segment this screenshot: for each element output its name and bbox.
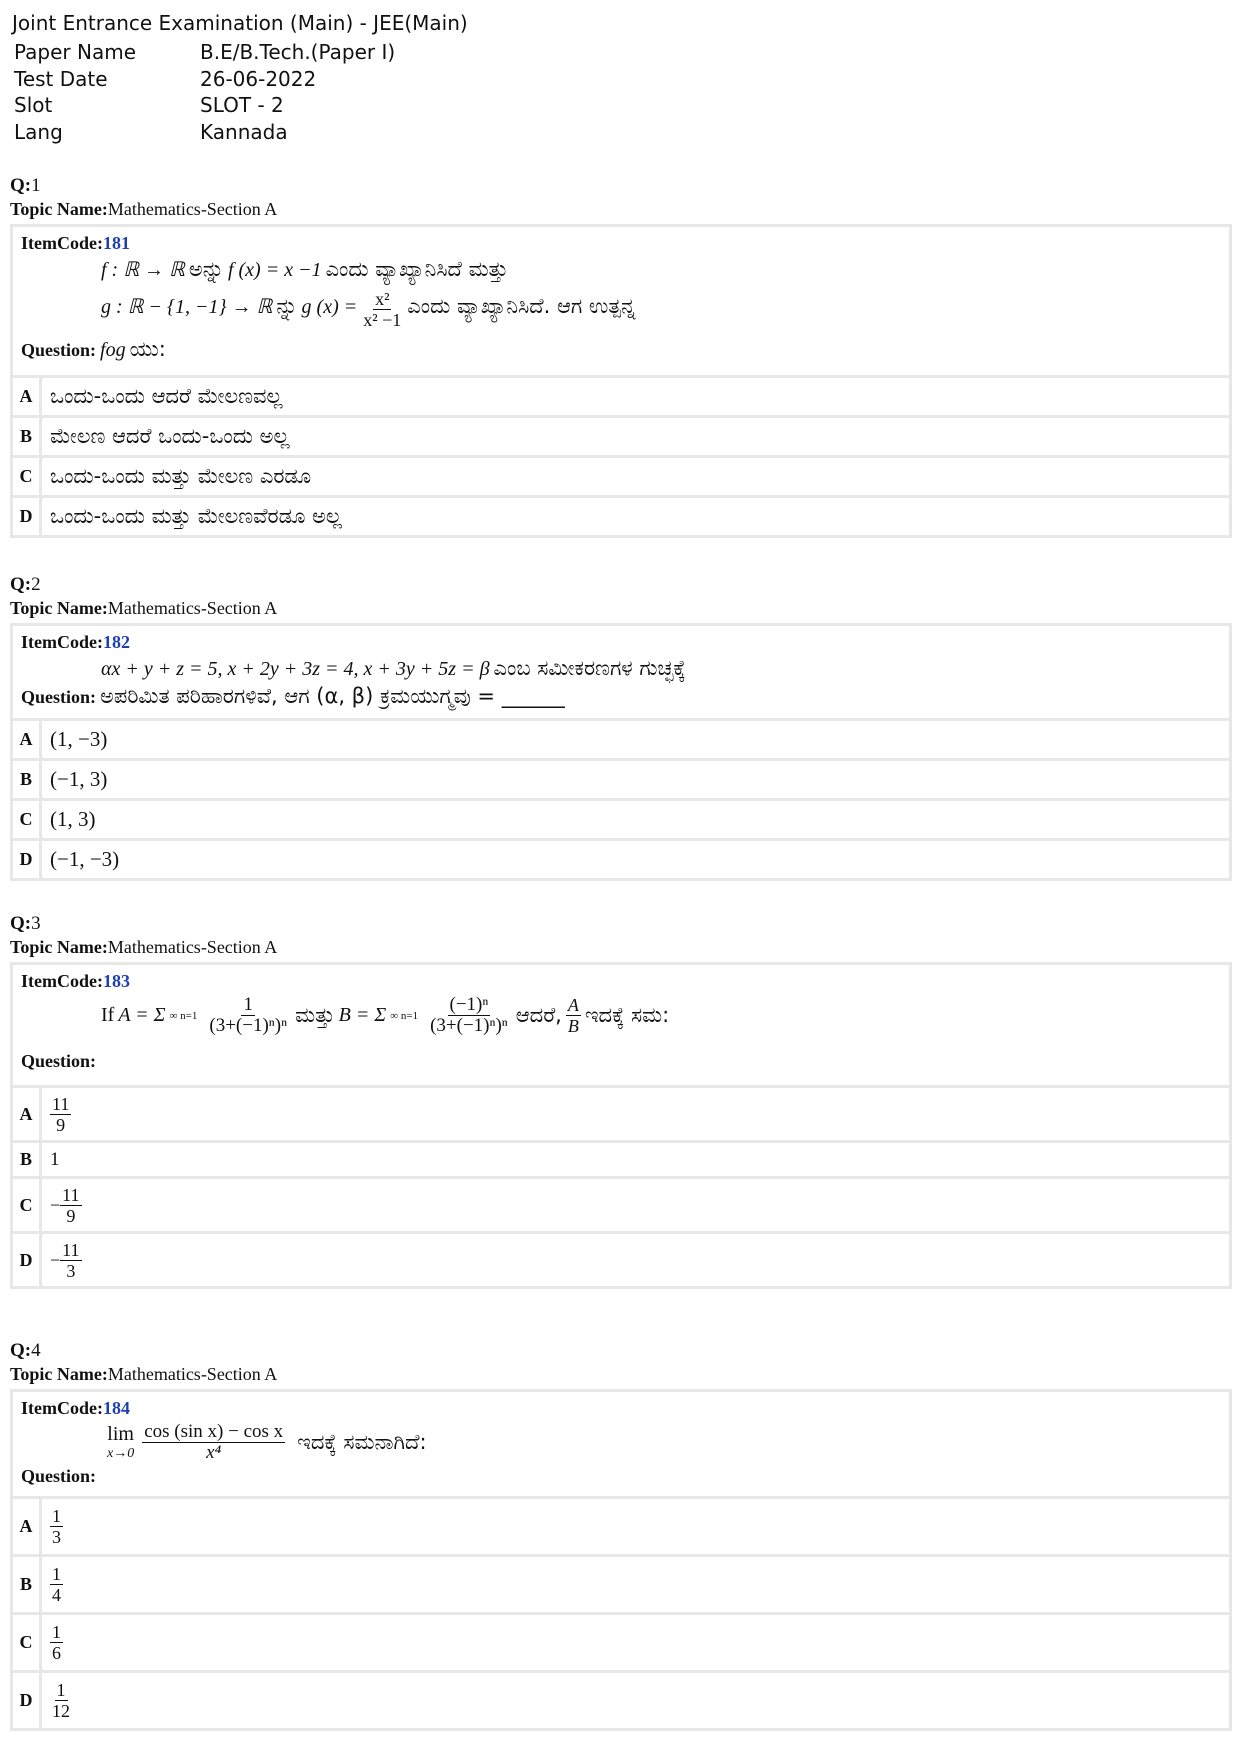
option-text: (1, 3) <box>50 807 96 831</box>
info-value: SLOT - 2 <box>200 93 284 117</box>
question-block-3 <box>10 912 1232 1289</box>
option-a[interactable] <box>13 718 1229 758</box>
option-value: − $\frac{11}{9}$ <box>50 1184 80 1226</box>
fraction: $\frac{\text{cos (sin x) − cos x}}{\text{x⁴}}$ <box>144 1421 284 1463</box>
option-letter: B <box>13 1557 42 1612</box>
option-text: ಒಂದು-ಒಂದು ಮತ್ತು ಮೇಲಣವೆರಡೂ ಅಲ್ಲ <box>50 504 342 528</box>
fraction: $\frac{\text{x²}}{\text{x² −1}}$ <box>363 289 402 330</box>
fraction: $\frac{1}{4}$ <box>52 1564 61 1605</box>
fraction: $\frac{11}{9}$ <box>52 1093 70 1135</box>
option-a[interactable] <box>13 375 1229 415</box>
option-c[interactable] <box>13 455 1229 495</box>
stem-line-2: g : ℝ − {1, −1} → ℝ ನ್ನು g (x) = $\frac{\text{x²}}{\text{x² −1}}$ ಎಂದು ವ್ಯಾಖ್ಯಾನಿಸಿದೆ. ಆಗ ಉತ್ಪನ್ನ <box>101 289 636 330</box>
option-text: (−1, −3) <box>50 847 120 871</box>
option-a[interactable] <box>13 1085 1229 1140</box>
stem-line-1: αx + y + z = 5, x + 2y + 3z = 4, x + 3y + 5z = β ಎಂಬ ಸಮೀಕರಣಗಳ ಗುಚ್ಛಕ್ಕೆ <box>101 656 686 680</box>
option-text: ಮೇಲಣ ಆದರೆ ಒಂದು-ಒಂದು ಅಲ್ಲ <box>50 424 290 448</box>
paper-header <box>12 10 468 145</box>
question-line: Question: <box>21 1466 97 1486</box>
question-stem <box>13 227 1229 375</box>
option-letter: D <box>13 498 42 535</box>
option-letter: A <box>13 1088 42 1140</box>
info-key: Test Date <box>14 66 108 91</box>
item-code: ItemCode:184 <box>21 1398 130 1418</box>
question-number: Q:3 <box>10 913 41 934</box>
fraction: $\frac{1}{\text{(3+(−1)ⁿ)ⁿ}}$ <box>209 994 288 1036</box>
info-key: Paper Name <box>14 40 137 64</box>
option-letter: B <box>13 1143 42 1176</box>
option-letter: B <box>13 761 42 798</box>
option-text: ಒಂದು-ಒಂದು ಮತ್ತು ಮೇಲಣ ಎರಡೂ <box>50 464 312 488</box>
item-code: ItemCode:182 <box>21 632 130 652</box>
item-code: ItemCode:183 <box>21 971 130 991</box>
question-box <box>10 623 1232 881</box>
stem-line-1: f : ℝ → ℝ ಅನ್ನು f (x) = x −1 ಎಂದು ವ್ಯಾಖ್ಯಾನಿಸಿದೆ ಮತ್ತು <box>101 257 509 281</box>
option-text: ಒಂದು-ಒಂದು ಆದರೆ ಮೇಲಣವಲ್ಲ <box>50 384 283 408</box>
question-block-2 <box>10 573 1232 881</box>
item-code: ItemCode:181 <box>21 233 130 253</box>
option-letter: D <box>13 1234 42 1286</box>
option-value <box>42 1618 71 1667</box>
stem-line-1: lim x→0 $\frac{\text{cos (sin x) − cos x}}{\text{x⁴}}$ ಇದಕ್ಕೆ ಸಮನಾಗಿದೆ: <box>107 1421 427 1463</box>
option-d[interactable] <box>13 1231 1229 1286</box>
topic-name: Topic Name:Mathematics-Section A <box>10 1364 278 1384</box>
option-value <box>42 1090 79 1139</box>
option-value <box>42 1502 71 1551</box>
info-key: Slot <box>14 93 53 117</box>
option-b[interactable] <box>13 758 1229 798</box>
question-block-1 <box>10 174 1232 538</box>
question-stem <box>13 965 1229 1085</box>
option-a[interactable] <box>13 1496 1229 1554</box>
question-box <box>10 1389 1232 1731</box>
question-line: Question: <box>21 1051 97 1071</box>
question-number: Q:2 <box>10 574 41 595</box>
question-number: Q:4 <box>10 1340 41 1361</box>
question-line: Question: ಅಪರಿಮಿತ ಪರಿಹಾರಗಳಿವೆ, ಆಗ (α, β) ಕ್ರಮಯುಗ್ಮವು = ______ <box>21 684 565 708</box>
question-stem <box>13 1392 1229 1496</box>
option-letter: C <box>13 458 42 495</box>
question-number: Q:1 <box>10 175 41 196</box>
option-letter: A <box>13 721 42 758</box>
paper-info-table <box>14 39 395 145</box>
fraction: $\frac{\text{(−1)ⁿ}}{\text{(3+(−1)ⁿ)ⁿ}}$ <box>430 994 508 1036</box>
option-value <box>42 1676 80 1725</box>
exam-title: Joint Entrance Examination (Main) - JEE(Main) <box>12 11 468 35</box>
option-letter: D <box>13 1673 42 1728</box>
option-d[interactable] <box>13 1670 1229 1728</box>
option-c[interactable] <box>13 1612 1229 1670</box>
fraction: $\frac{1}{3}$ <box>52 1506 61 1547</box>
option-letter: C <box>13 1615 42 1670</box>
fraction: $\frac{11}{9}$ <box>62 1184 80 1226</box>
option-letter: A <box>13 378 42 415</box>
topic-name: Topic Name:Mathematics-Section A <box>10 937 278 957</box>
question-box <box>10 224 1232 538</box>
info-value: Kannada <box>200 119 288 144</box>
info-value: 26-06-2022 <box>200 66 317 91</box>
info-key: Lang <box>14 119 63 144</box>
question-stem <box>13 626 1229 718</box>
option-b[interactable] <box>13 415 1229 455</box>
option-b[interactable] <box>13 1140 1229 1176</box>
info-row <box>14 66 395 93</box>
option-value: − $\frac{11}{3}$ <box>50 1239 80 1281</box>
option-b[interactable] <box>13 1554 1229 1612</box>
option-c[interactable] <box>13 1176 1229 1231</box>
option-value <box>42 1560 71 1609</box>
question-line: Question: fog ಯು: <box>21 337 166 361</box>
option-letter: B <box>13 418 42 455</box>
option-letter: D <box>13 841 42 878</box>
info-row <box>14 39 395 66</box>
option-letter: C <box>13 801 42 838</box>
option-c[interactable] <box>13 798 1229 838</box>
option-letter: A <box>13 1499 42 1554</box>
fraction: $\frac{1}{12}$ <box>52 1680 70 1721</box>
limit: lim x→0 <box>107 1423 135 1461</box>
topic-name: Topic Name:Mathematics-Section A <box>10 199 278 219</box>
topic-name: Topic Name:Mathematics-Section A <box>10 598 278 618</box>
option-letter: C <box>13 1179 42 1231</box>
fraction: $\frac{1}{6}$ <box>52 1622 61 1663</box>
info-value: B.E/B.Tech.(Paper I) <box>200 40 396 64</box>
question-block-4 <box>10 1339 1232 1731</box>
info-row <box>14 119 395 146</box>
option-d[interactable] <box>13 495 1229 535</box>
fraction: $\frac{A}{B}$ <box>567 995 579 1036</box>
option-text: 1 <box>50 1148 60 1170</box>
stem-line-1: If A = Σ ∞ n=1 $\frac{1}{\text{(3+(−1)ⁿ)ⁿ}}$ ಮತ್ತು B = Σ ∞ n=1 $\frac{\text{(−1)ⁿ}}{\text{(3+(−1)ⁿ)ⁿ}}$ ಆದರೆ, $\frac{A}{B}$ ಇದಕ್ಕೆ ಸಮ: <box>101 994 670 1036</box>
option-text: (−1, 3) <box>50 767 108 791</box>
option-text: (1, −3) <box>50 727 108 751</box>
info-row <box>14 92 395 119</box>
option-d[interactable] <box>13 838 1229 878</box>
question-box <box>10 962 1232 1289</box>
fraction: $\frac{11}{3}$ <box>62 1239 80 1281</box>
